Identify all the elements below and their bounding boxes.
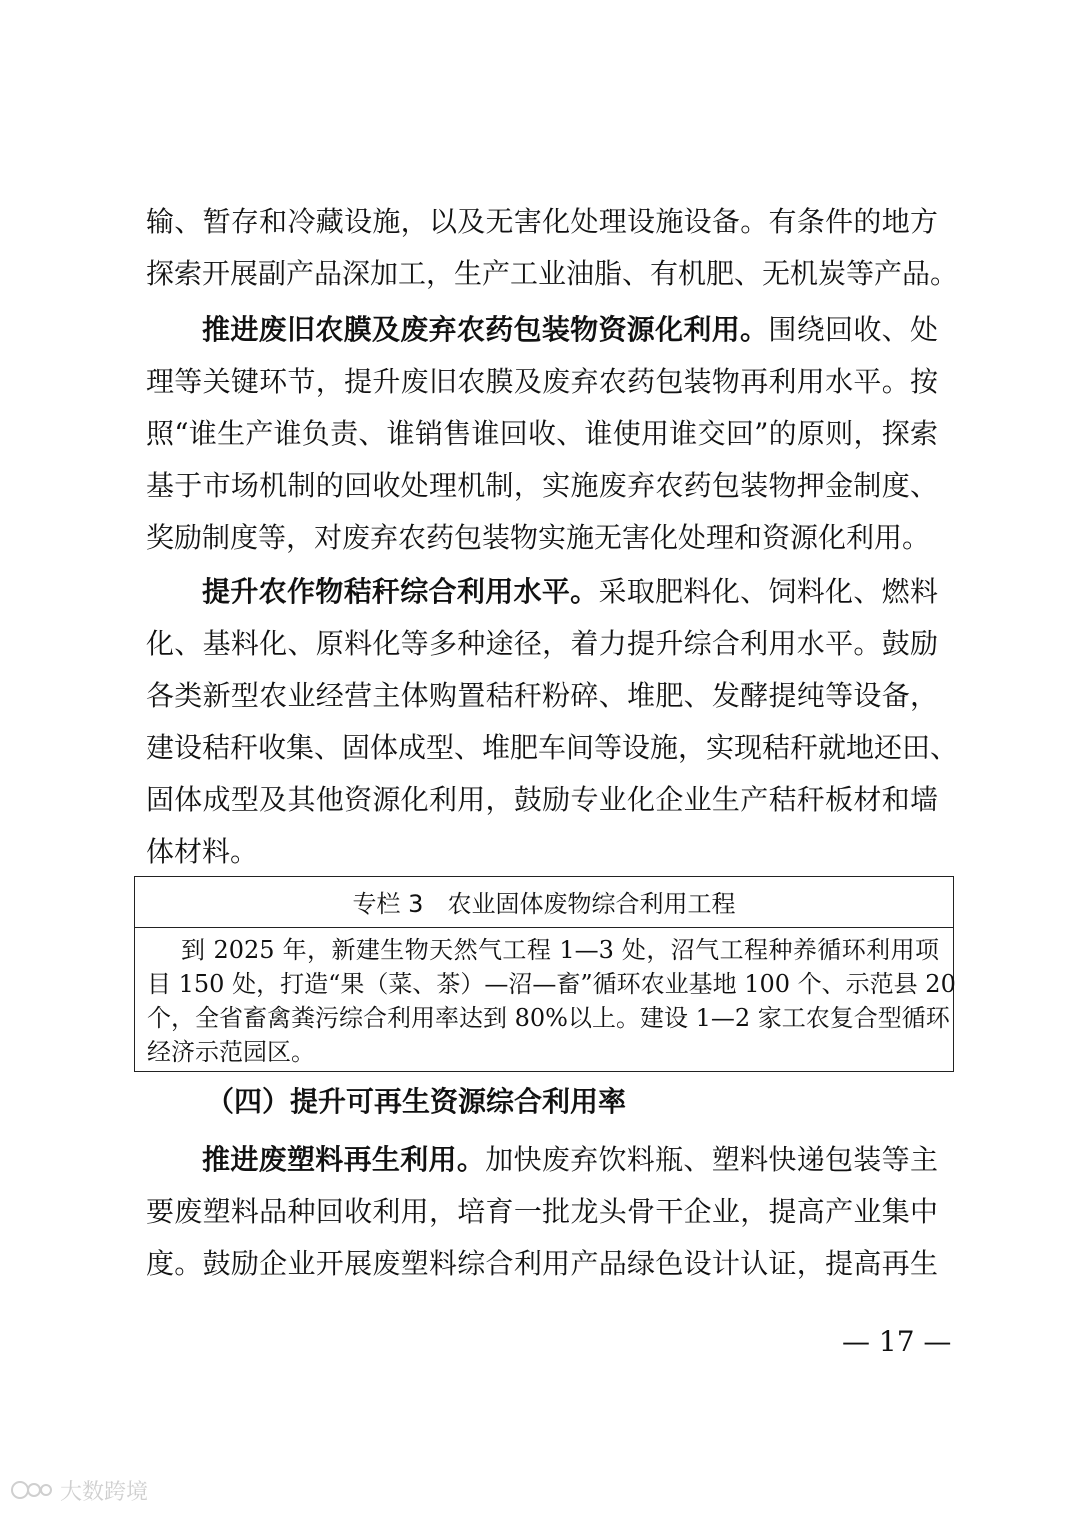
column-box-line-1: 到 2025 年，新建生物天然气工程 1—3 处，沼气工程种养循环利用项 — [181, 936, 939, 964]
section-heading: （四）提升可再生资源综合利用率 — [206, 1085, 627, 1118]
paragraph2-line-5: 奖励制度等，对废弃农药包装物实施无害化处理和资源化利用。 — [146, 521, 931, 554]
paragraph2-first-rest: 围绕回收、处 — [768, 313, 938, 346]
paragraph2-line-1 — [202, 304, 938, 356]
column-box-line-3: 个，全省畜禽粪污综合利用率达到 80%以上。建设 1—2 家工农复合型循环 — [147, 1004, 950, 1032]
paragraph3-line-1 — [202, 566, 938, 618]
paragraph2-line-2: 理等关键环节，提升废旧农膜及废弃农药包装物再利用水平。按 — [146, 365, 938, 398]
column-box-line-4: 经济示范园区。 — [147, 1038, 315, 1066]
watermark-logo-icon — [10, 1476, 54, 1504]
paragraph3-first-rest: 采取肥料化、饲料化、燃料 — [598, 575, 938, 608]
watermark-text: 大数跨境 — [60, 1479, 149, 1505]
paragraph3-line-6: 体材料。 — [146, 835, 259, 868]
paragraph4-lead: 推进废塑料再生利用。 — [202, 1143, 486, 1176]
paragraph3-line-5: 固体成型及其他资源化利用，鼓励专业化企业生产秸秆板材和墙 — [146, 783, 938, 816]
paragraph4-line-2: 要废塑料品种回收利用，培育一批龙头骨干企业，提高产业集中 — [146, 1195, 938, 1228]
paragraph4-first-rest: 加快废弃饮料瓶、塑料快递包装等主 — [485, 1143, 938, 1176]
page-number: — 17 — — [842, 1325, 952, 1358]
column-box — [134, 876, 954, 1072]
paragraph1-line-1: 输、暂存和冷藏设施，以及无害化处理设施设备。有条件的地方 — [146, 205, 938, 238]
column-box-title: 专栏 3 农业固体废物综合利用工程 — [135, 877, 953, 928]
column-box-line-2: 目 150 处，打造“果（菜、茶）—沼—畜”循环农业基地 100 个、示范县 20 — [147, 970, 956, 998]
paragraph4-line-3: 度。鼓励企业开展废塑料综合利用产品绿色设计认证，提高再生 — [146, 1247, 938, 1280]
watermark — [10, 1474, 148, 1506]
paragraph2-line-3: 照“谁生产谁负责、谁销售谁回收、谁使用谁交回”的原则，探索 — [146, 417, 938, 450]
paragraph3-line-2: 化、基料化、原料化等多种途径，着力提升综合利用水平。鼓励 — [146, 627, 938, 660]
paragraph2-line-4: 基于市场机制的回收处理机制，实施废弃农药包装物押金制度、 — [146, 469, 938, 502]
paragraph2-lead: 推进废旧农膜及废弃农药包装物资源化利用。 — [202, 313, 769, 346]
paragraph3-line-3: 各类新型农业经营主体购置秸秆粉碎、堆肥、发酵提纯等设备， — [146, 679, 938, 712]
paragraph3-lead: 提升农作物秸秆综合利用水平。 — [202, 575, 599, 608]
paragraph4-line-1 — [202, 1134, 938, 1186]
paragraph3-line-4: 建设秸秆收集、固体成型、堆肥车间等设施，实现秸秆就地还田、 — [146, 731, 959, 764]
paragraph1-line-2: 探索开展副产品深加工，生产工业油脂、有机肥、无机炭等产品。 — [146, 257, 959, 290]
